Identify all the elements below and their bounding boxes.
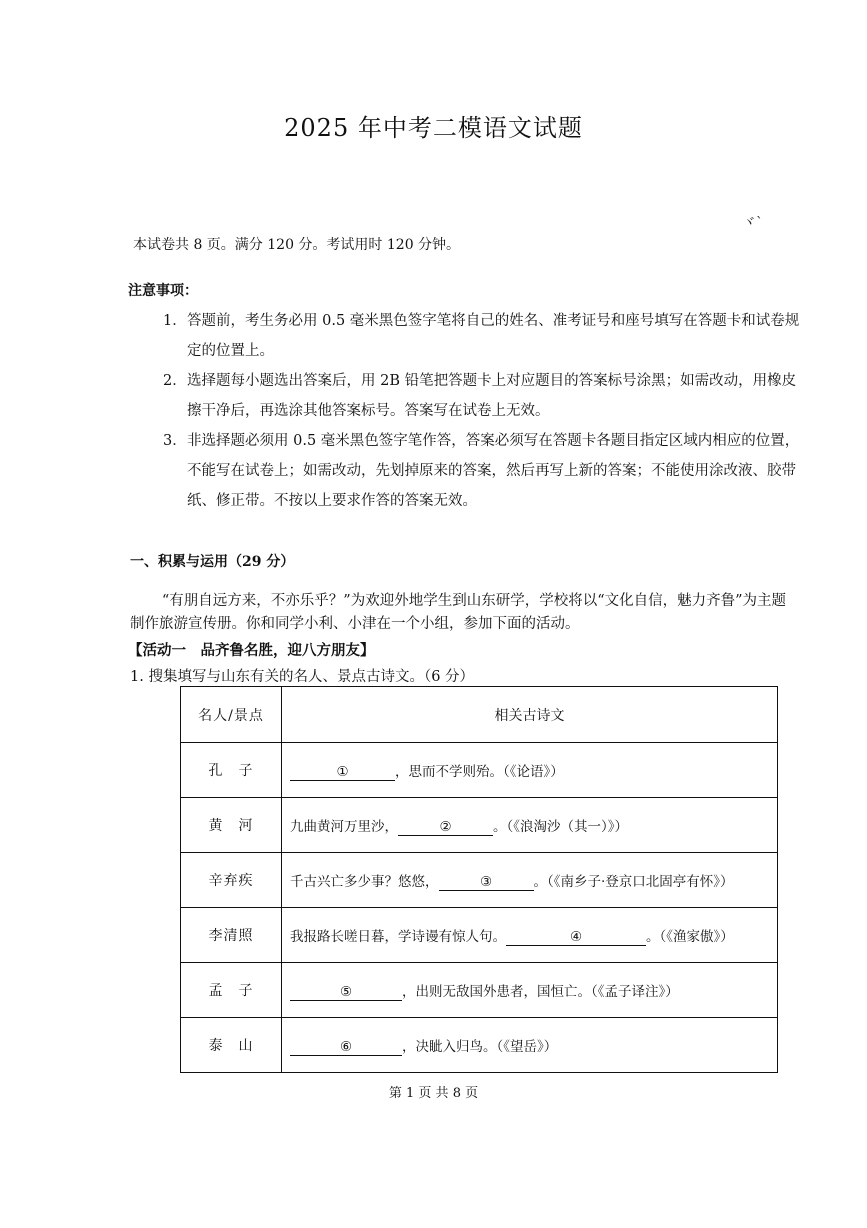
page-footer: 第 1 页 共 8 页 bbox=[388, 1086, 479, 1101]
exam-intro: 本试卷共 8 页。满分 120 分。考试用时 120 分钟。 bbox=[133, 237, 461, 253]
row-name: 孟 子 bbox=[181, 963, 282, 1018]
section-paragraph: “有朋自远方来，不亦乐乎？”为欢迎外地学生到山东研学，学校将以“文化自信，魅力齐鲁”为主题制作旅游宣传册。你和同学小利、小津在一个小组，参加下面的活动。 bbox=[130, 593, 787, 632]
stray-mark: ヾ` bbox=[742, 215, 763, 231]
poem-suffix: 。（《南乡子·登京口北固亭有怀》） bbox=[533, 873, 734, 890]
activity-title: 【活动一 品齐鲁名胜，迎八方朋友】 bbox=[128, 642, 375, 659]
notice-item-text: 非选择题必须用 0.5 毫米黑色签字笔作答，答案必须写在答题卡各题目指定区域内相应的位置，不能写在试卷上；如需改动，先划掉原来的答案，然后再写上新的答案；不能使用涂改液、胶带纸、修正带。不按以上要求作答的答案无效。 bbox=[187, 433, 800, 509]
poem-suffix: ，出则无敌国外患者，国恒亡。（《孟子译注》） bbox=[402, 983, 679, 1000]
poem-suffix: 。（《浪淘沙（其一）》） bbox=[493, 818, 628, 835]
answer-blank[interactable]: ③ bbox=[439, 874, 534, 891]
answer-blank[interactable]: ② bbox=[398, 819, 493, 836]
question-1: 1. 搜集填写与山东有关的名人、景点古诗文。（6 分） bbox=[130, 669, 475, 685]
section-heading: 一、积累与运用（29 分） bbox=[130, 554, 295, 570]
row-poem bbox=[282, 908, 778, 963]
poem-prefix: 千古兴亡多少事？悠悠， bbox=[290, 873, 439, 890]
table-row bbox=[181, 743, 778, 798]
answer-blank[interactable]: ⑥ bbox=[290, 1039, 402, 1056]
row-poem bbox=[282, 1018, 778, 1073]
answer-blank[interactable]: ① bbox=[290, 764, 395, 781]
row-name: 黄 河 bbox=[181, 798, 282, 853]
poem-table bbox=[180, 686, 778, 1073]
row-name: 李清照 bbox=[181, 908, 282, 963]
row-name: 泰 山 bbox=[181, 1018, 282, 1073]
column-header: 名人/景点 bbox=[181, 687, 282, 743]
poem-suffix: ，决眦入归鸟。（《望岳》） bbox=[402, 1038, 558, 1055]
notice-item-number: 3． bbox=[163, 433, 187, 449]
row-poem bbox=[282, 798, 778, 853]
column-header: 相关古诗文 bbox=[282, 687, 778, 743]
poem-prefix: 我报路长嗟日暮，学诗谩有惊人句。 bbox=[290, 928, 506, 945]
exam-title: 2025 年中考二模语文试题 bbox=[284, 114, 583, 142]
row-name: 辛弃疾 bbox=[181, 853, 282, 908]
poem-suffix: 。（《渔家傲》） bbox=[646, 928, 734, 945]
poem-prefix: 九曲黄河万里沙， bbox=[290, 818, 398, 835]
table-row bbox=[181, 908, 778, 963]
notice-item-number: 2． bbox=[163, 373, 187, 389]
table-row bbox=[181, 853, 778, 908]
table-row bbox=[181, 963, 778, 1018]
table-row bbox=[181, 1018, 778, 1073]
notice-item bbox=[163, 426, 803, 516]
answer-blank[interactable]: ④ bbox=[506, 929, 646, 946]
row-name: 孔 子 bbox=[181, 743, 282, 798]
notice-item bbox=[163, 306, 803, 366]
notice-item-text: 答题前，考生务必用 0.5 毫米黑色签字笔将自己的姓名、准考证号和座号填写在答题卡和试卷规定的位置上。 bbox=[187, 313, 800, 359]
table-row bbox=[181, 798, 778, 853]
notice-item-text: 选择题每小题选出答案后，用 2B 铅笔把答题卡上对应题目的答案标号涂黑；如需改动，用橡皮擦干净后，再选涂其他答案标号。答案写在试卷上无效。 bbox=[187, 373, 797, 419]
row-poem bbox=[282, 963, 778, 1018]
notice-item-number: 1． bbox=[163, 313, 187, 329]
answer-blank[interactable]: ⑤ bbox=[290, 984, 402, 1001]
row-poem bbox=[282, 743, 778, 798]
notice-heading: 注意事项： bbox=[128, 283, 198, 299]
table-header-row bbox=[181, 687, 778, 743]
notice-item bbox=[163, 366, 803, 426]
row-poem bbox=[282, 853, 778, 908]
poem-suffix: ，思而不学则殆。（《论语》） bbox=[395, 763, 564, 780]
